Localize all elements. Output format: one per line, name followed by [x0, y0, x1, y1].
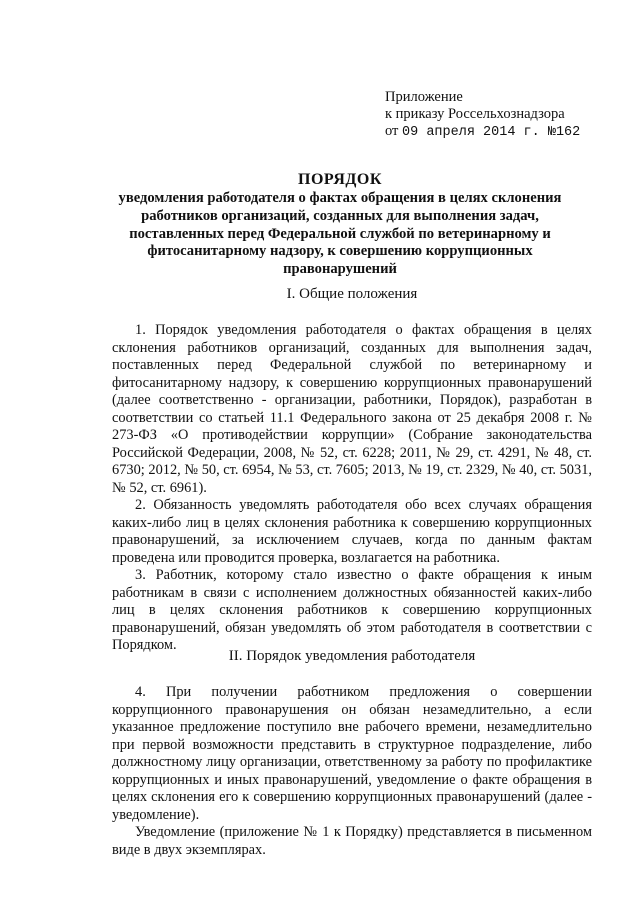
paragraph-1: 1. Порядок уведомления работодателя о фактах обращения в целях склонения работников организаций, созданных для выполнения задач, поставленных перед Федеральной службой по ветеринарному и фитосанитарному надзору, к совершению коррупционных правонарушений (далее соответственно - организации, работники, Порядок), разработан в соответствии со статьей 11.1 Федерального закона от 25 декабря 2008 г. № 273-ФЗ «О противодействии коррупции» (Собрание законодательства Российской Федерации, 2008, № 52, ст. 6228; 2011, № 29, ст. 4291, № 48, ст. 6730; 2012, № 50, ст. 6954, № 53, ст. 7605; 2013, № 19, ст. 2329, № 40, ст. 5031, № 52, ст. 6961).	[112, 322, 592, 496]
paragraph-3: 3. Работник, которому стало известно о факте обращения к иным работникам в связи с исполнением должностных обязанностей каких-либо лиц в целях склонения работников к совершению коррупционных правонарушений, обязан уведомлять об этом работодателя в соответствии с Порядком.	[112, 567, 592, 653]
section-1-body	[112, 322, 592, 655]
title-subtitle: уведомления работодателя о фактах обращения в целях склонения работников организаций, созданных для выполнения задач, поставленных перед Федеральной службой по ветеринарному и фитосанитарному надзору, к совершению коррупционных правонарушений	[118, 190, 562, 278]
appendix-date-prefix: от	[385, 123, 399, 139]
document-title	[112, 170, 568, 279]
section-2-body	[112, 684, 592, 859]
appendix-date-line	[385, 123, 580, 141]
title-heading: ПОРЯДОК	[298, 171, 382, 188]
appendix-header	[385, 89, 580, 141]
appendix-date-value: 09 апреля 2014 г. №162	[402, 125, 581, 140]
appendix-label: Приложение	[385, 89, 463, 105]
section-1-heading: I. Общие положения	[286, 286, 418, 302]
paragraph-4: 4. При получении работником предложения о совершении коррупционного правонарушения он обязан незамедлительно, а если указанное предложение поступило вне рабочего времени, незамедлительно при первой возможности представить в структурное подразделение, либо должностному лицу организации, ответственному за работу по профилактике коррупционных и иных правонарушений, уведомление о факте обращения в целях склонения его к совершению коррупционных правонарушений (далее - уведомление).	[112, 684, 592, 823]
appendix-order-reference: к приказу Россельхознадзора	[385, 106, 565, 122]
paragraph-2: 2. Обязанность уведомлять работодателя обо всех случаях обращения каких-либо лиц в целях склонения работника к совершению коррупционных правонарушений, за исключением случаев, когда по данным фактам проведена или проводится проверка, возлагается на работника.	[112, 497, 592, 566]
section-2-heading: II. Порядок уведомления работодателя	[228, 648, 476, 664]
paragraph-5: Уведомление (приложение № 1 к Порядку) представляется в письменном виде в двух экземплярах.	[112, 824, 592, 858]
